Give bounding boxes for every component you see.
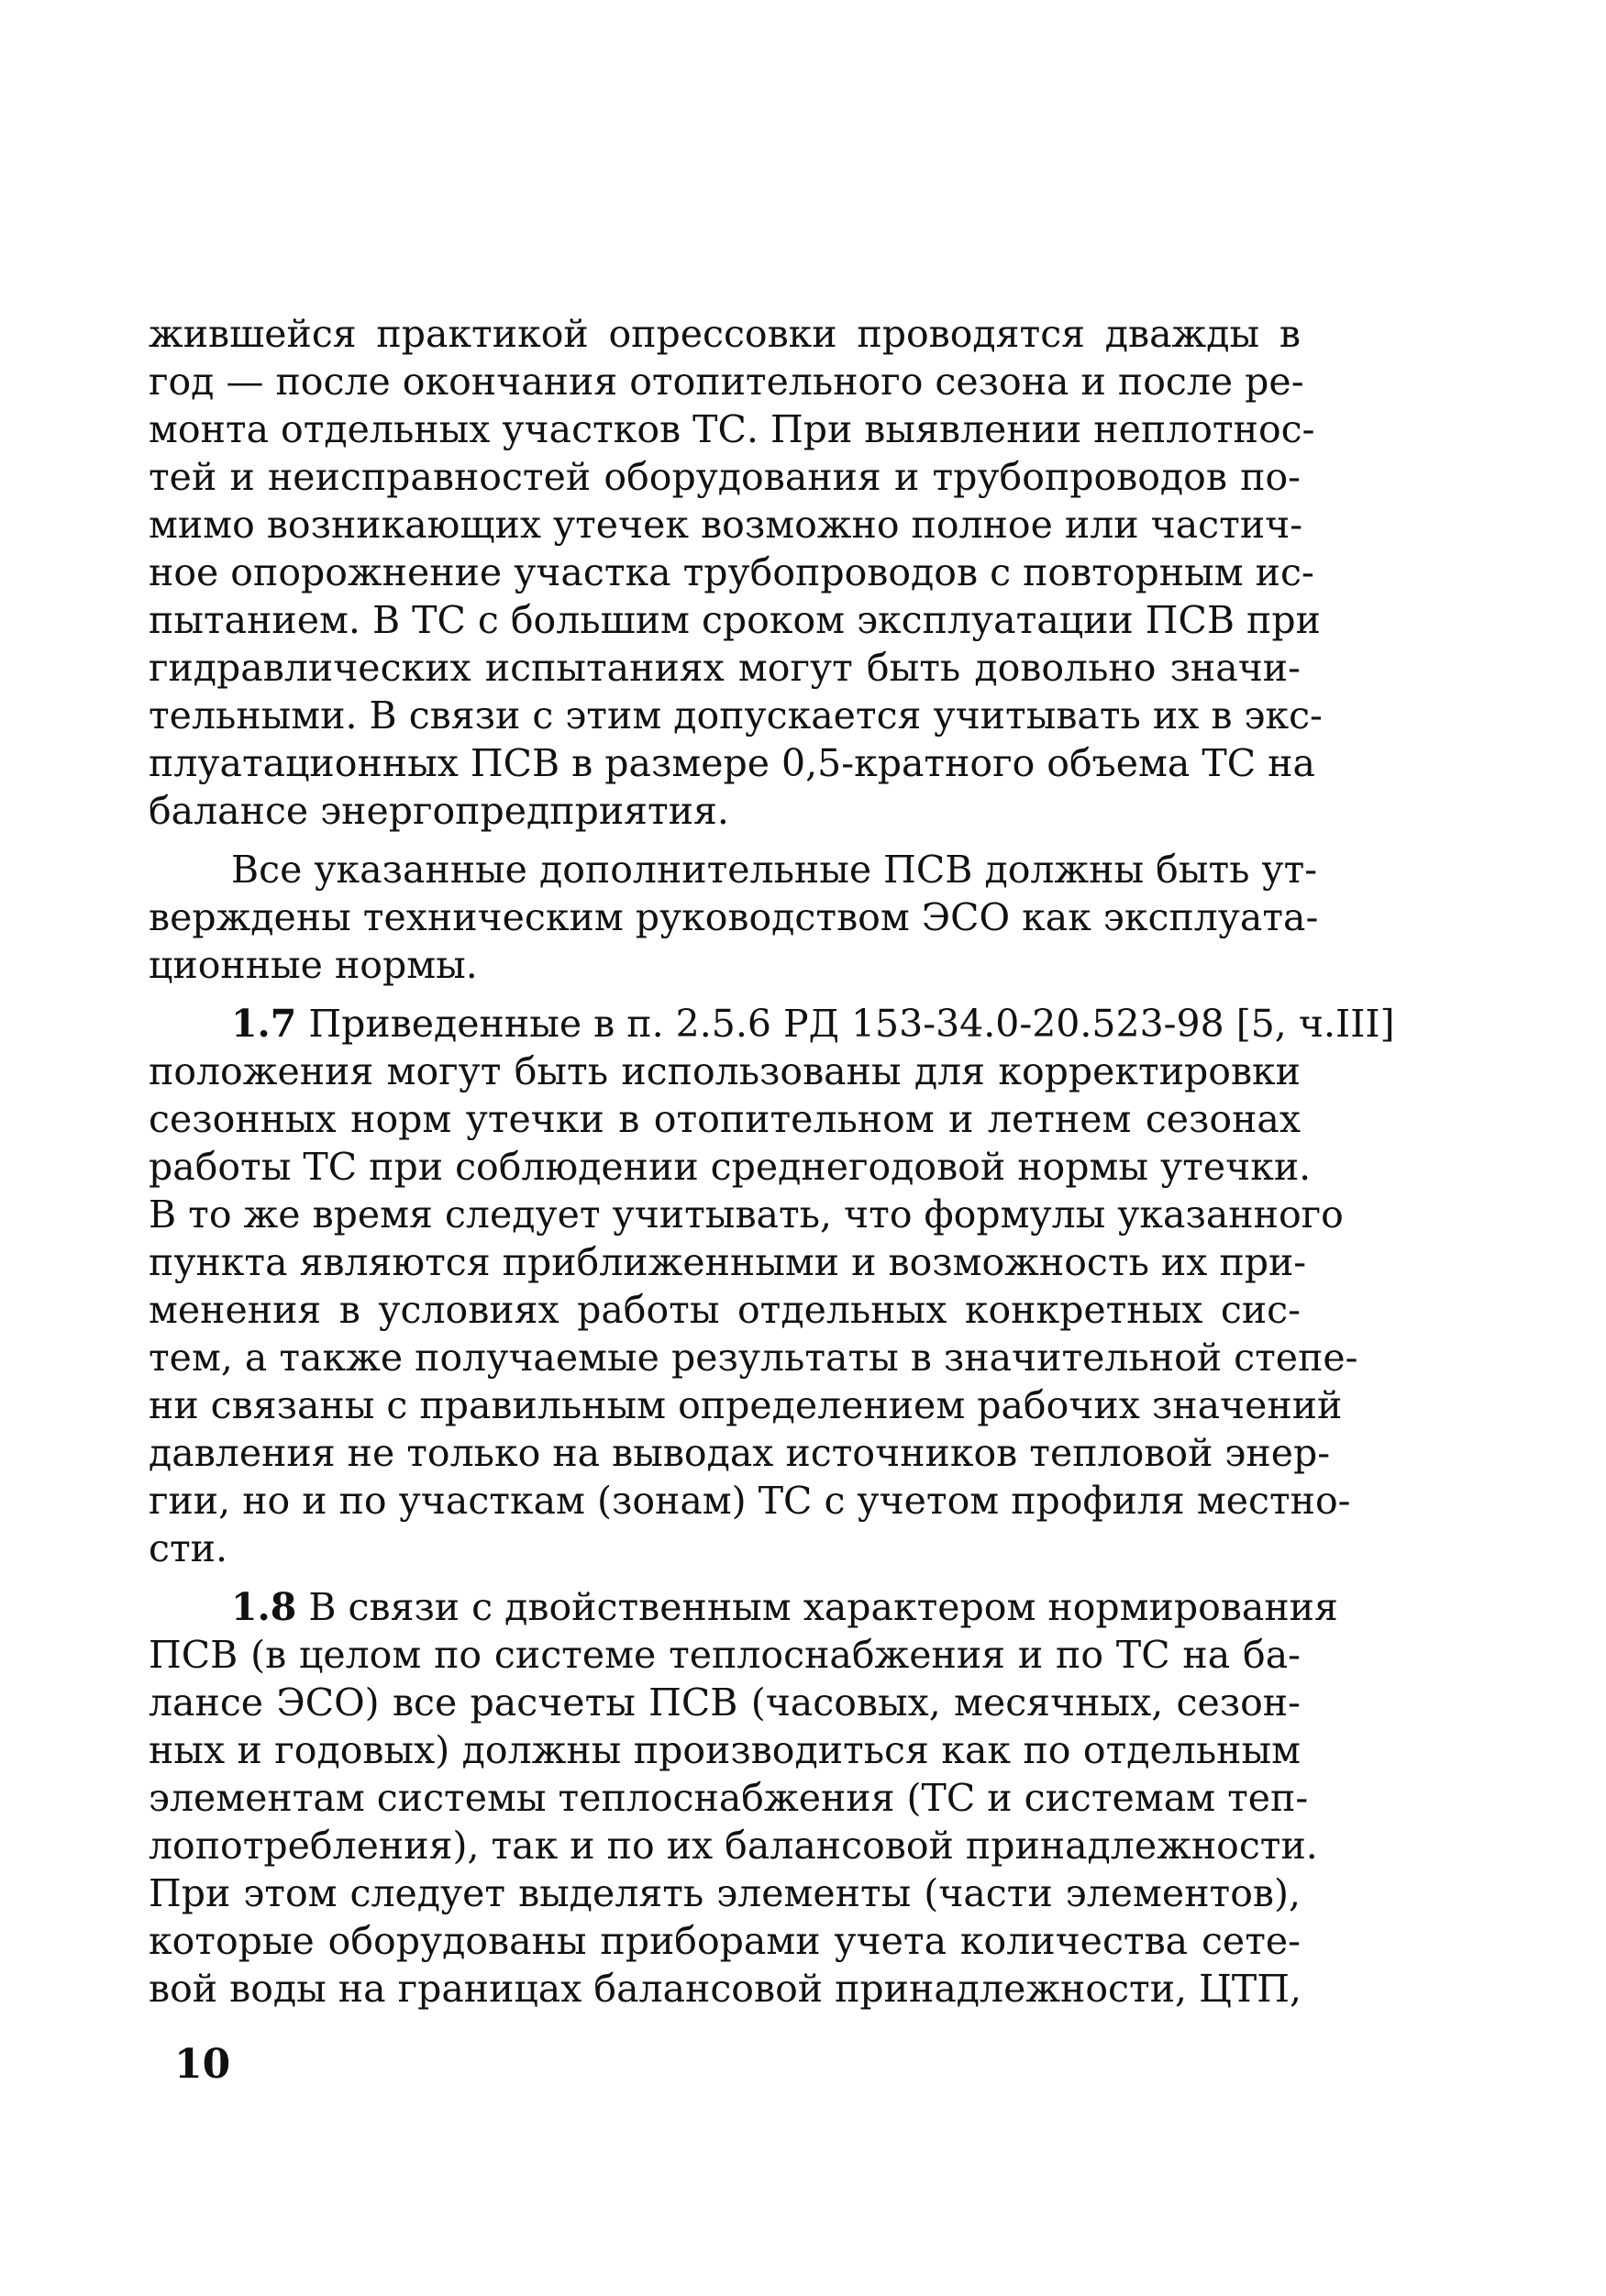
text-line: ни связаны с правильным определением рабочих значений — [149, 1383, 1343, 1427]
text-line: балансе энергопредприятия. — [149, 789, 729, 833]
text-line: тей и неисправностей оборудования и трубопроводов по- — [149, 455, 1301, 499]
text-line: плуатационных ПСВ в размере 0,5-кратного объема ТС на — [149, 741, 1315, 785]
text-line-content: Приведенные в п. 2.5.6 РД 153-34.0-20.523-98 [5, ч.III] — [296, 1002, 1395, 1046]
text-line: менения в условиях работы отдельных конкретных сис- — [149, 1288, 1301, 1332]
text-line: лопотребления), так и по их балансовой принадлежности. — [149, 1824, 1318, 1868]
paragraph-1 — [149, 310, 1323, 835]
text-line: ных и годовых) должны производиться как по отдельным — [149, 1728, 1301, 1772]
paragraph-1-8 — [149, 1583, 1338, 2013]
text-line: пытанием. В ТС с большим сроком эксплуатации ПСВ при — [149, 598, 1321, 642]
text-line: пункта являются приближенными и возможность их при- — [149, 1240, 1307, 1284]
text-line: элементам системы теплоснабжения (ТС и системам теп- — [149, 1776, 1309, 1820]
text-line: тем, а также получаемые результаты в значительной степе- — [149, 1336, 1358, 1380]
text-line: гидравлических испытаниях могут быть довольно значи- — [149, 646, 1301, 690]
text-line — [149, 1583, 1338, 1631]
page-number: 10 — [174, 2041, 231, 2088]
text-line: При этом следует выделять элементы (части элементов), — [149, 1871, 1301, 1915]
text-line-content: В связи с двойственным характером нормирования — [296, 1585, 1338, 1629]
text-line: вой воды на границах балансовой принадлежности, ЦТП, — [149, 1967, 1301, 2011]
text-line: которые оборудованы приборами учета количества сете- — [149, 1919, 1301, 1963]
text-line — [149, 1000, 1395, 1048]
text-line: год — после окончания отопительного сезона и после ре- — [149, 360, 1304, 404]
text-line: верждены техническим руководством ЭСО как эксплуата- — [149, 895, 1319, 939]
section-number: 1.7 — [231, 1002, 297, 1046]
text-line: Все указанные дополнительные ПСВ должны быть ут- — [231, 848, 1318, 892]
paragraph-1-7 — [149, 1000, 1395, 1572]
text-line: лансе ЭСО) все расчеты ПСВ (часовых, месячных, сезон- — [149, 1680, 1301, 1725]
text-line: ное опорожнение участка трубопроводов с повторным ис- — [149, 550, 1314, 594]
text-line: сти. — [149, 1526, 228, 1570]
text-line: ПСВ (в целом по системе теплоснабжения и по ТС на ба- — [149, 1633, 1301, 1677]
text-line: В то же время следует учитывать, что формулы указанного — [149, 1192, 1344, 1237]
section-number: 1.8 — [231, 1585, 297, 1629]
text-line: гии, но и по участкам (зонам) ТС с учетом профиля местно- — [149, 1479, 1351, 1523]
text-line: сезонных норм утечки в отопительном и летнем сезонах — [149, 1097, 1301, 1141]
text-line: ционные нормы. — [149, 943, 478, 987]
text-line: давления не только на выводах источников тепловой энер- — [149, 1431, 1331, 1475]
text-line: тельными. В связи с этим допускается учитывать их в экс- — [149, 693, 1323, 738]
text-line: монта отдельных участков ТС. При выявлении неплотнос- — [149, 407, 1315, 451]
text-line: мимо возникающих утечек возможно полное или частич- — [149, 503, 1303, 547]
text-line: положения могут быть использованы для корректировки — [149, 1049, 1301, 1093]
body-text — [149, 310, 1395, 2013]
text-line: работы ТС при соблюдении среднегодовой нормы утечки. — [149, 1145, 1312, 1189]
paragraph-2 — [149, 846, 1319, 989]
text-line: жившейся практикой опрессовки проводятся дважды в — [149, 312, 1301, 356]
